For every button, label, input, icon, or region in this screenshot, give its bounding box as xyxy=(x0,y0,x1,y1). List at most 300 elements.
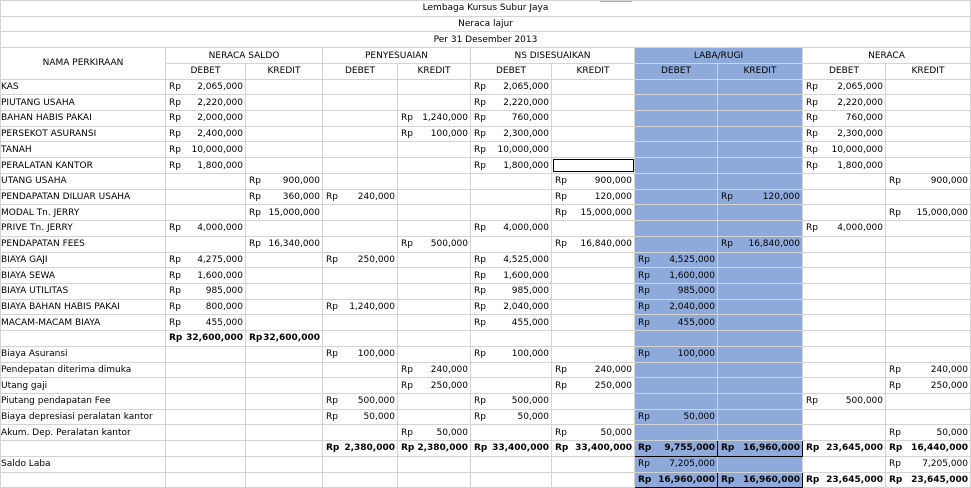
cell-lr-debet[interactable] xyxy=(635,283,718,299)
cell-neraca-kredit[interactable] xyxy=(886,221,971,237)
cell-penyesuaian-kredit[interactable] xyxy=(398,79,471,95)
cell-penyesuaian-kredit[interactable] xyxy=(398,268,471,284)
cell-lr-debet[interactable] xyxy=(635,142,718,158)
cell-lr-kredit[interactable] xyxy=(718,456,803,472)
cell-neraca-kredit[interactable] xyxy=(886,299,971,315)
cell-neraca-debet[interactable] xyxy=(803,173,886,189)
header-lr-kredit[interactable]: KREDIT xyxy=(718,63,803,79)
cell-neraca-kredit[interactable] xyxy=(886,205,971,221)
cell-neraca-debet[interactable] xyxy=(803,205,886,221)
cell-neraca-debet[interactable] xyxy=(803,346,886,362)
cell-penyesuaian-debet[interactable] xyxy=(323,95,398,111)
cell-nsd-kredit[interactable] xyxy=(552,111,635,127)
cell-ns-kredit[interactable] xyxy=(246,346,323,362)
cell-ns-kredit[interactable] xyxy=(246,362,323,378)
cell-penyesuaian-kredit[interactable] xyxy=(398,331,471,347)
cell-neraca-debet[interactable] xyxy=(803,472,886,488)
cell-neraca-kredit[interactable] xyxy=(886,346,971,362)
cell-ns-debet[interactable] xyxy=(166,236,246,252)
account-name-cell[interactable] xyxy=(1,79,166,95)
cell-penyesuaian-debet[interactable] xyxy=(323,472,398,488)
cell-nsd-kredit[interactable] xyxy=(552,126,635,142)
cell-penyesuaian-debet[interactable] xyxy=(323,173,398,189)
cell-lr-kredit[interactable] xyxy=(718,441,803,457)
cell-penyesuaian-kredit[interactable] xyxy=(398,425,471,441)
cell-lr-kredit[interactable] xyxy=(718,126,803,142)
cell-ns-debet[interactable] xyxy=(166,441,246,457)
header-nsd-debet[interactable]: DEBET xyxy=(471,63,552,79)
account-name-header[interactable]: NAMA PERKIRAAN xyxy=(1,48,166,79)
cell-lr-debet[interactable] xyxy=(635,252,718,268)
cell-nsd-debet[interactable] xyxy=(471,79,552,95)
cell-ns-debet[interactable] xyxy=(166,346,246,362)
cell-ns-debet[interactable] xyxy=(166,79,246,95)
cell-neraca-kredit[interactable] xyxy=(886,331,971,347)
cell-penyesuaian-debet[interactable] xyxy=(323,299,398,315)
account-name-cell[interactable] xyxy=(1,378,166,394)
cell-ns-debet[interactable] xyxy=(166,456,246,472)
group-laba-rugi[interactable]: LABA/RUGI xyxy=(635,48,803,64)
cell-lr-debet[interactable] xyxy=(635,236,718,252)
cell-penyesuaian-debet[interactable] xyxy=(323,362,398,378)
cell-nsd-debet[interactable] xyxy=(471,221,552,237)
cell-nsd-debet[interactable] xyxy=(471,283,552,299)
cell-neraca-debet[interactable] xyxy=(803,158,886,174)
header-ns-debet[interactable]: DEBET xyxy=(166,63,246,79)
cell-lr-debet[interactable] xyxy=(635,331,718,347)
cell-lr-kredit[interactable] xyxy=(718,378,803,394)
cell-penyesuaian-debet[interactable] xyxy=(323,425,398,441)
cell-neraca-debet[interactable] xyxy=(803,315,886,331)
cell-ns-debet[interactable] xyxy=(166,472,246,488)
cell-ns-kredit[interactable] xyxy=(246,95,323,111)
cell-lr-kredit[interactable] xyxy=(718,393,803,409)
cell-penyesuaian-debet[interactable] xyxy=(323,331,398,347)
cell-lr-debet[interactable] xyxy=(635,173,718,189)
cell-nsd-kredit[interactable] xyxy=(552,158,635,174)
cell-nsd-kredit[interactable] xyxy=(552,378,635,394)
cell-neraca-debet[interactable] xyxy=(803,409,886,425)
cell-nsd-debet[interactable] xyxy=(471,126,552,142)
cell-neraca-kredit[interactable] xyxy=(886,393,971,409)
cell-penyesuaian-kredit[interactable] xyxy=(398,283,471,299)
cell-nsd-debet[interactable] xyxy=(471,205,552,221)
cell-nsd-kredit[interactable] xyxy=(552,189,635,205)
cell-penyesuaian-kredit[interactable] xyxy=(398,378,471,394)
cell-nsd-debet[interactable] xyxy=(471,393,552,409)
group-penyesuaian[interactable]: PENYESUAIAN xyxy=(323,48,471,64)
account-name-cell[interactable] xyxy=(1,126,166,142)
cell-ns-kredit[interactable] xyxy=(246,299,323,315)
account-name-cell[interactable] xyxy=(1,95,166,111)
cell-lr-debet[interactable] xyxy=(635,378,718,394)
cell-ns-debet[interactable] xyxy=(166,331,246,347)
account-name-cell[interactable] xyxy=(1,221,166,237)
cell-nsd-kredit[interactable] xyxy=(552,331,635,347)
cell-nsd-kredit[interactable] xyxy=(552,315,635,331)
account-name-cell[interactable] xyxy=(1,299,166,315)
cell-neraca-kredit[interactable] xyxy=(886,126,971,142)
cell-neraca-kredit[interactable] xyxy=(886,425,971,441)
account-name-cell[interactable] xyxy=(1,362,166,378)
account-name-cell[interactable] xyxy=(1,315,166,331)
cell-penyesuaian-kredit[interactable] xyxy=(398,189,471,205)
cell-nsd-kredit[interactable] xyxy=(552,346,635,362)
cell-penyesuaian-debet[interactable] xyxy=(323,142,398,158)
cell-nsd-debet[interactable] xyxy=(471,456,552,472)
cell-penyesuaian-debet[interactable] xyxy=(323,221,398,237)
cell-ns-debet[interactable] xyxy=(166,173,246,189)
cell-neraca-debet[interactable] xyxy=(803,126,886,142)
cell-ns-kredit[interactable] xyxy=(246,252,323,268)
cell-ns-debet[interactable] xyxy=(166,221,246,237)
cell-neraca-kredit[interactable] xyxy=(886,315,971,331)
cell-neraca-kredit[interactable] xyxy=(886,378,971,394)
cell-lr-debet[interactable] xyxy=(635,126,718,142)
cell-ns-debet[interactable] xyxy=(166,158,246,174)
header-penyesuaian-kredit[interactable]: KREDIT xyxy=(398,63,471,79)
cell-nsd-kredit[interactable] xyxy=(552,142,635,158)
cell-ns-kredit[interactable] xyxy=(246,315,323,331)
cell-penyesuaian-debet[interactable] xyxy=(323,409,398,425)
cell-lr-kredit[interactable] xyxy=(718,142,803,158)
cell-penyesuaian-debet[interactable] xyxy=(323,111,398,127)
cell-penyesuaian-kredit[interactable] xyxy=(398,173,471,189)
cell-penyesuaian-debet[interactable] xyxy=(323,315,398,331)
cell-nsd-kredit[interactable] xyxy=(552,362,635,378)
cell-neraca-debet[interactable] xyxy=(803,268,886,284)
cell-nsd-debet[interactable] xyxy=(471,362,552,378)
cell-lr-debet[interactable] xyxy=(635,409,718,425)
cell-nsd-kredit[interactable] xyxy=(552,299,635,315)
cell-ns-kredit[interactable] xyxy=(246,283,323,299)
cell-lr-kredit[interactable] xyxy=(718,189,803,205)
cell-penyesuaian-kredit[interactable] xyxy=(398,393,471,409)
cell-penyesuaian-kredit[interactable] xyxy=(398,441,471,457)
cell-ns-kredit[interactable] xyxy=(246,126,323,142)
cell-neraca-debet[interactable] xyxy=(803,95,886,111)
cell-ns-kredit[interactable] xyxy=(246,236,323,252)
cell-ns-debet[interactable] xyxy=(166,378,246,394)
cell-neraca-kredit[interactable] xyxy=(886,456,971,472)
cell-nsd-kredit[interactable] xyxy=(552,425,635,441)
cell-lr-debet[interactable] xyxy=(635,205,718,221)
cell-nsd-kredit[interactable] xyxy=(552,456,635,472)
cell-penyesuaian-kredit[interactable] xyxy=(398,95,471,111)
account-name-cell[interactable] xyxy=(1,158,166,174)
cell-ns-debet[interactable] xyxy=(166,205,246,221)
cell-neraca-kredit[interactable] xyxy=(886,95,971,111)
cell-lr-kredit[interactable] xyxy=(718,362,803,378)
cell-lr-kredit[interactable] xyxy=(718,221,803,237)
cell-ns-kredit[interactable] xyxy=(246,189,323,205)
cell-ns-kredit[interactable] xyxy=(246,173,323,189)
cell-penyesuaian-kredit[interactable] xyxy=(398,315,471,331)
cell-nsd-kredit[interactable] xyxy=(552,393,635,409)
cell-ns-debet[interactable] xyxy=(166,283,246,299)
cell-lr-debet[interactable] xyxy=(635,299,718,315)
account-name-cell[interactable] xyxy=(1,205,166,221)
cell-lr-kredit[interactable] xyxy=(718,205,803,221)
cell-penyesuaian-kredit[interactable] xyxy=(398,236,471,252)
cell-nsd-kredit[interactable] xyxy=(552,268,635,284)
cell-penyesuaian-debet[interactable] xyxy=(323,268,398,284)
cell-neraca-debet[interactable] xyxy=(803,283,886,299)
cell-nsd-debet[interactable] xyxy=(471,95,552,111)
cell-penyesuaian-kredit[interactable] xyxy=(398,111,471,127)
cell-neraca-kredit[interactable] xyxy=(886,441,971,457)
cell-penyesuaian-debet[interactable] xyxy=(323,456,398,472)
cell-neraca-debet[interactable] xyxy=(803,142,886,158)
header-lr-debet[interactable]: DEBET xyxy=(635,63,718,79)
cell-lr-kredit[interactable] xyxy=(718,95,803,111)
header-ns-kredit[interactable]: KREDIT xyxy=(246,63,323,79)
group-ns-disesuaikan[interactable]: NS DISESUAIKAN xyxy=(471,48,635,64)
cell-neraca-kredit[interactable] xyxy=(886,173,971,189)
cell-penyesuaian-debet[interactable] xyxy=(323,205,398,221)
cell-penyesuaian-debet[interactable] xyxy=(323,346,398,362)
cell-penyesuaian-debet[interactable] xyxy=(323,441,398,457)
group-neraca[interactable]: NERACA xyxy=(803,48,971,64)
cell-neraca-kredit[interactable] xyxy=(886,409,971,425)
cell-penyesuaian-kredit[interactable] xyxy=(398,126,471,142)
cell-penyesuaian-debet[interactable] xyxy=(323,126,398,142)
cell-penyesuaian-debet[interactable] xyxy=(323,79,398,95)
cell-nsd-kredit[interactable] xyxy=(552,441,635,457)
cell-ns-debet[interactable] xyxy=(166,252,246,268)
cell-penyesuaian-debet[interactable] xyxy=(323,158,398,174)
cell-neraca-kredit[interactable] xyxy=(886,158,971,174)
account-name-cell[interactable] xyxy=(1,173,166,189)
header-neraca-kredit[interactable]: KREDIT xyxy=(886,63,971,79)
cell-nsd-kredit[interactable] xyxy=(552,95,635,111)
cell-nsd-debet[interactable] xyxy=(471,315,552,331)
cell-ns-debet[interactable] xyxy=(166,409,246,425)
cell-ns-debet[interactable] xyxy=(166,142,246,158)
cell-nsd-debet[interactable] xyxy=(471,299,552,315)
cell-lr-kredit[interactable] xyxy=(718,315,803,331)
cell-lr-kredit[interactable] xyxy=(718,299,803,315)
cell-ns-kredit[interactable] xyxy=(246,378,323,394)
cell-lr-debet[interactable] xyxy=(635,111,718,127)
cell-nsd-kredit[interactable] xyxy=(552,472,635,488)
cell-nsd-debet[interactable] xyxy=(471,111,552,127)
cell-neraca-debet[interactable] xyxy=(803,189,886,205)
cell-lr-kredit[interactable] xyxy=(718,331,803,347)
cell-lr-debet[interactable] xyxy=(635,425,718,441)
cell-neraca-debet[interactable] xyxy=(803,425,886,441)
account-name-cell[interactable] xyxy=(1,393,166,409)
account-name-cell[interactable] xyxy=(1,189,166,205)
cell-ns-kredit[interactable] xyxy=(246,158,323,174)
cell-penyesuaian-kredit[interactable] xyxy=(398,205,471,221)
cell-ns-debet[interactable] xyxy=(166,299,246,315)
cell-neraca-kredit[interactable] xyxy=(886,79,971,95)
cell-lr-debet[interactable] xyxy=(635,441,718,457)
account-name-cell[interactable] xyxy=(1,283,166,299)
cell-nsd-debet[interactable] xyxy=(471,425,552,441)
cell-ns-kredit[interactable] xyxy=(246,472,323,488)
cell-neraca-kredit[interactable] xyxy=(886,142,971,158)
cell-penyesuaian-debet[interactable] xyxy=(323,252,398,268)
cell-neraca-kredit[interactable] xyxy=(886,472,971,488)
account-name-cell[interactable] xyxy=(1,441,166,457)
cell-lr-kredit[interactable] xyxy=(718,409,803,425)
cell-lr-debet[interactable] xyxy=(635,189,718,205)
cell-ns-kredit[interactable] xyxy=(246,456,323,472)
cell-neraca-kredit[interactable] xyxy=(886,283,971,299)
cell-nsd-kredit[interactable] xyxy=(552,173,635,189)
cell-lr-kredit[interactable] xyxy=(718,425,803,441)
cell-neraca-debet[interactable] xyxy=(803,299,886,315)
cell-nsd-kredit[interactable] xyxy=(552,409,635,425)
cell-neraca-kredit[interactable] xyxy=(886,362,971,378)
account-name-cell[interactable] xyxy=(1,111,166,127)
cell-neraca-debet[interactable] xyxy=(803,362,886,378)
cell-penyesuaian-kredit[interactable] xyxy=(398,362,471,378)
cell-lr-kredit[interactable] xyxy=(718,268,803,284)
account-name-cell[interactable] xyxy=(1,346,166,362)
cell-neraca-debet[interactable] xyxy=(803,111,886,127)
cell-lr-debet[interactable] xyxy=(635,158,718,174)
cell-ns-debet[interactable] xyxy=(166,393,246,409)
cell-neraca-kredit[interactable] xyxy=(886,252,971,268)
cell-nsd-kredit[interactable] xyxy=(552,79,635,95)
cell-ns-kredit[interactable] xyxy=(246,331,323,347)
cell-ns-debet[interactable] xyxy=(166,189,246,205)
cell-ns-kredit[interactable] xyxy=(246,79,323,95)
cell-lr-debet[interactable] xyxy=(635,456,718,472)
cell-neraca-kredit[interactable] xyxy=(886,189,971,205)
cell-ns-debet[interactable] xyxy=(166,425,246,441)
cell-lr-kredit[interactable] xyxy=(718,111,803,127)
cell-ns-kredit[interactable] xyxy=(246,409,323,425)
cell-nsd-debet[interactable] xyxy=(471,173,552,189)
cell-ns-kredit[interactable] xyxy=(246,393,323,409)
cell-neraca-debet[interactable] xyxy=(803,252,886,268)
cell-nsd-debet[interactable] xyxy=(471,409,552,425)
cell-nsd-debet[interactable] xyxy=(471,378,552,394)
header-neraca-debet[interactable]: DEBET xyxy=(803,63,886,79)
cell-penyesuaian-kredit[interactable] xyxy=(398,409,471,425)
cell-lr-kredit[interactable] xyxy=(718,158,803,174)
account-name-cell[interactable] xyxy=(1,252,166,268)
cell-lr-debet[interactable] xyxy=(635,362,718,378)
cell-lr-kredit[interactable] xyxy=(718,236,803,252)
cell-ns-kredit[interactable] xyxy=(246,268,323,284)
cell-ns-kredit[interactable] xyxy=(246,221,323,237)
cell-ns-debet[interactable] xyxy=(166,126,246,142)
account-name-cell[interactable] xyxy=(1,456,166,472)
cell-penyesuaian-debet[interactable] xyxy=(323,283,398,299)
cell-nsd-debet[interactable] xyxy=(471,236,552,252)
cell-lr-kredit[interactable] xyxy=(718,283,803,299)
cell-lr-debet[interactable] xyxy=(635,221,718,237)
cell-penyesuaian-kredit[interactable] xyxy=(398,299,471,315)
cell-penyesuaian-kredit[interactable] xyxy=(398,142,471,158)
cell-neraca-debet[interactable] xyxy=(803,236,886,252)
cell-ns-debet[interactable] xyxy=(166,315,246,331)
cell-nsd-debet[interactable] xyxy=(471,158,552,174)
cell-penyesuaian-kredit[interactable] xyxy=(398,221,471,237)
cell-lr-kredit[interactable] xyxy=(718,79,803,95)
cell-ns-kredit[interactable] xyxy=(246,111,323,127)
cell-nsd-kredit[interactable] xyxy=(552,205,635,221)
cell-neraca-debet[interactable] xyxy=(803,441,886,457)
cell-neraca-kredit[interactable] xyxy=(886,111,971,127)
cell-lr-kredit[interactable] xyxy=(718,173,803,189)
cell-neraca-debet[interactable] xyxy=(803,393,886,409)
cell-penyesuaian-debet[interactable] xyxy=(323,236,398,252)
group-neraca-saldo[interactable]: NERACA SALDO xyxy=(166,48,323,64)
cell-neraca-debet[interactable] xyxy=(803,378,886,394)
account-name-cell[interactable] xyxy=(1,472,166,488)
account-name-cell[interactable] xyxy=(1,268,166,284)
cell-lr-debet[interactable] xyxy=(635,268,718,284)
cell-lr-debet[interactable] xyxy=(635,95,718,111)
cell-penyesuaian-debet[interactable] xyxy=(323,378,398,394)
cell-ns-kredit[interactable] xyxy=(246,441,323,457)
cell-nsd-kredit[interactable] xyxy=(552,221,635,237)
cell-nsd-debet[interactable] xyxy=(471,142,552,158)
cell-nsd-debet[interactable] xyxy=(471,346,552,362)
cell-neraca-kredit[interactable] xyxy=(886,268,971,284)
cell-nsd-debet[interactable] xyxy=(471,441,552,457)
cell-nsd-debet[interactable] xyxy=(471,331,552,347)
cell-ns-debet[interactable] xyxy=(166,111,246,127)
cell-lr-debet[interactable] xyxy=(635,346,718,362)
cell-penyesuaian-kredit[interactable] xyxy=(398,456,471,472)
cell-penyesuaian-debet[interactable] xyxy=(323,393,398,409)
cell-ns-debet[interactable] xyxy=(166,362,246,378)
cell-ns-kredit[interactable] xyxy=(246,142,323,158)
cell-nsd-debet[interactable] xyxy=(471,189,552,205)
account-name-cell[interactable] xyxy=(1,331,166,347)
cell-lr-debet[interactable] xyxy=(635,79,718,95)
cell-penyesuaian-kredit[interactable] xyxy=(398,346,471,362)
cell-penyesuaian-kredit[interactable] xyxy=(398,472,471,488)
cell-lr-kredit[interactable] xyxy=(718,346,803,362)
account-name-cell[interactable] xyxy=(1,409,166,425)
cell-penyesuaian-kredit[interactable] xyxy=(398,158,471,174)
account-name-cell[interactable] xyxy=(1,425,166,441)
account-name-cell[interactable] xyxy=(1,142,166,158)
cell-neraca-debet[interactable] xyxy=(803,79,886,95)
cell-neraca-debet[interactable] xyxy=(803,221,886,237)
cell-lr-debet[interactable] xyxy=(635,315,718,331)
cell-ns-kredit[interactable] xyxy=(246,205,323,221)
cell-neraca-debet[interactable] xyxy=(803,331,886,347)
cell-neraca-kredit[interactable] xyxy=(886,236,971,252)
header-nsd-kredit[interactable]: KREDIT xyxy=(552,63,635,79)
cell-nsd-debet[interactable] xyxy=(471,252,552,268)
cell-lr-debet[interactable] xyxy=(635,472,718,488)
cell-ns-debet[interactable] xyxy=(166,95,246,111)
cell-penyesuaian-kredit[interactable] xyxy=(398,252,471,268)
cell-lr-kredit[interactable] xyxy=(718,252,803,268)
cell-ns-debet[interactable] xyxy=(166,268,246,284)
cell-lr-debet[interactable] xyxy=(635,393,718,409)
cell-nsd-debet[interactable] xyxy=(471,472,552,488)
cell-lr-kredit[interactable] xyxy=(718,472,803,488)
account-name-cell[interactable] xyxy=(1,236,166,252)
cell-penyesuaian-debet[interactable] xyxy=(323,189,398,205)
header-penyesuaian-debet[interactable]: DEBET xyxy=(323,63,398,79)
cell-ns-kredit[interactable] xyxy=(246,425,323,441)
cell-nsd-kredit[interactable] xyxy=(552,283,635,299)
cell-nsd-debet[interactable] xyxy=(471,268,552,284)
cell-neraca-debet[interactable] xyxy=(803,456,886,472)
